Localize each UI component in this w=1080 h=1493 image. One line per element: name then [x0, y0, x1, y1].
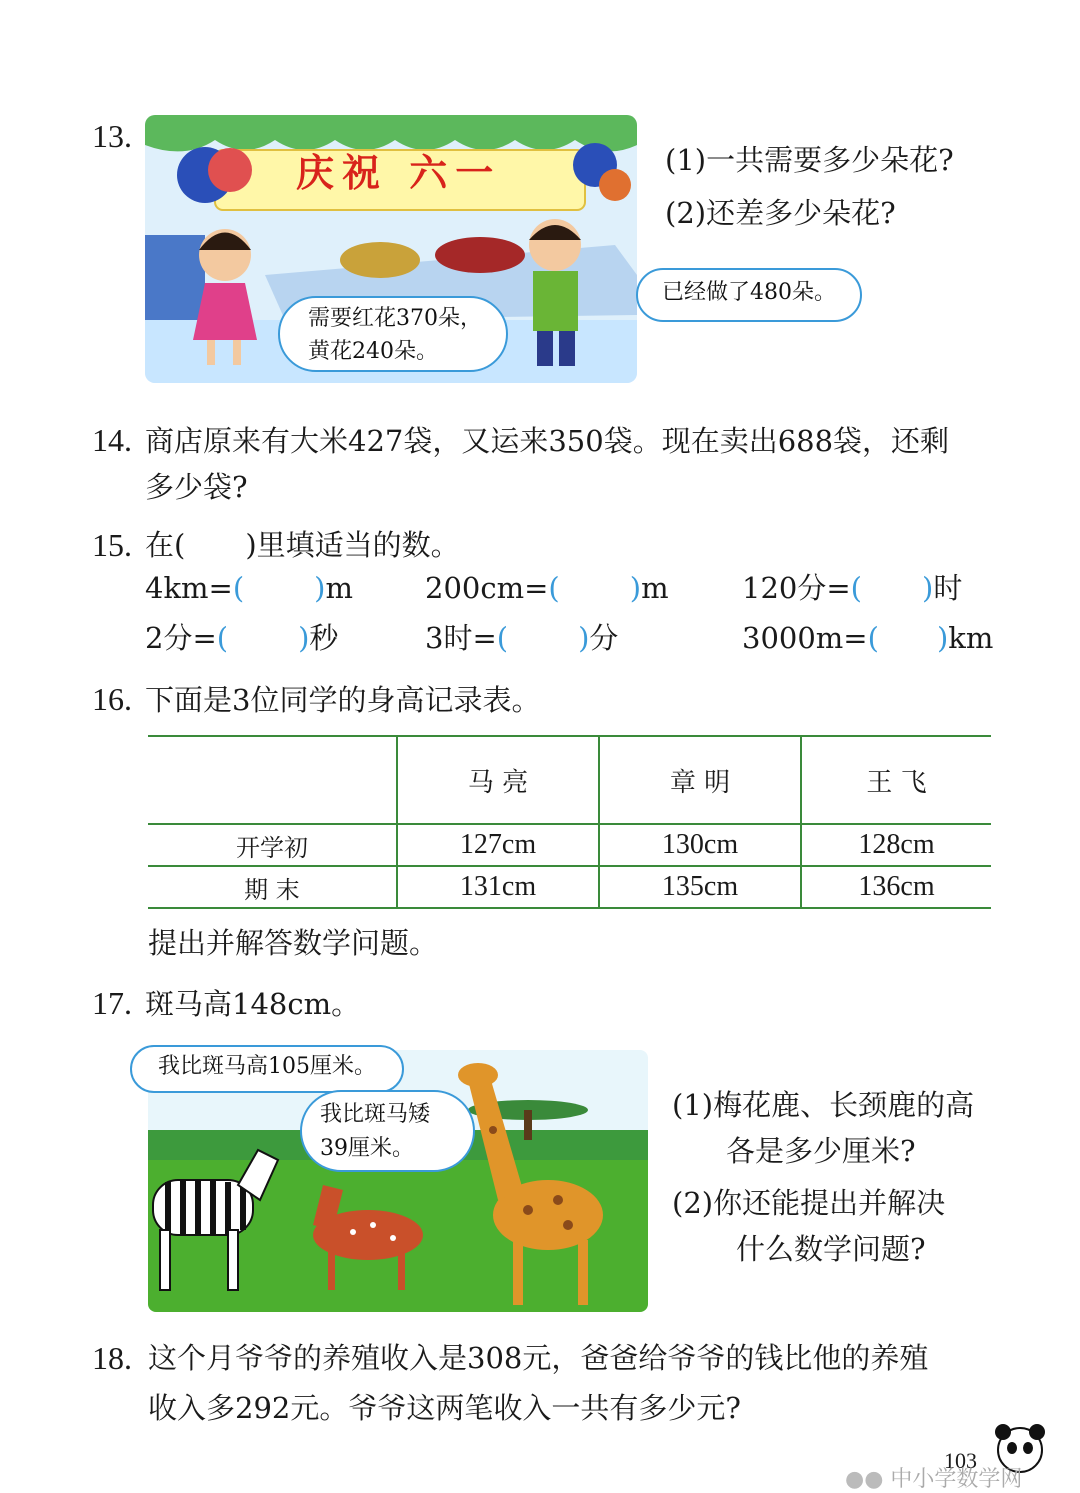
question-number: 18.: [92, 1340, 132, 1376]
deer-bubble-line1: 我比斑马矮: [320, 1102, 431, 1127]
table-cell: 136cm: [801, 866, 991, 908]
q14-line-1: 商店原来有大米427袋，又运来350袋。现在卖出688袋，还剩: [145, 424, 950, 458]
table-cell: 开学初: [236, 833, 308, 862]
item-unit: 时: [933, 571, 963, 605]
item-unit: 分: [589, 621, 619, 655]
q15-item-3: [742, 565, 962, 611]
q16-title: 下面是3位同学的身高记录表。: [145, 683, 541, 717]
q18-line-2: 收入多292元。爷爷这两笔收入一共有多少元?: [148, 1391, 741, 1425]
deer-bubble-line2: 39厘米。: [320, 1136, 414, 1161]
watermark: [845, 1462, 1022, 1493]
deer-speech-bubble: [300, 1090, 475, 1172]
height-record-table: [148, 735, 991, 909]
table-cell: 130cm: [599, 824, 801, 866]
q13-question-1: (1)一共需要多少朵花?: [665, 143, 954, 177]
answer-blank[interactable]: ( ): [232, 571, 326, 605]
q17-question-2-line2: 什么数学问题?: [736, 1232, 926, 1266]
table-cell: 131cm: [397, 866, 599, 908]
q15-item-6: [742, 615, 993, 661]
item-left: 4km=: [145, 571, 233, 605]
q17-question-2-line1: (2)你还能提出并解决: [672, 1186, 946, 1220]
q16-footer: 提出并解答数学问题。: [148, 926, 439, 960]
item-left: 3000m=: [742, 621, 868, 655]
table-header-cell: 马 亮: [397, 736, 599, 824]
girl-bubble-line1: 需要红花370朵，: [308, 306, 482, 331]
boy-speech-bubble: 已经做了480朵。: [636, 268, 862, 322]
question-number: 14.: [92, 422, 132, 458]
item-unit: 秒: [309, 621, 339, 655]
item-unit: m: [641, 571, 669, 605]
q17-question-1-line1: (1)梅花鹿、长颈鹿的高: [672, 1088, 975, 1122]
question-number: 16.: [92, 681, 132, 717]
item-unit: m: [325, 571, 353, 605]
item-left: 200cm=: [425, 571, 549, 605]
banner-text: 庆祝 六一: [296, 151, 502, 195]
table-row: [148, 866, 991, 908]
giraffe-speech-bubble: 我比斑马高105厘米。: [130, 1045, 404, 1093]
table-header-row: [148, 736, 991, 824]
item-unit: km: [948, 621, 994, 655]
q15-item-1: [145, 565, 353, 611]
table-cell: 135cm: [599, 866, 801, 908]
item-left: 120分=: [742, 571, 851, 605]
table-header-cell: [148, 736, 397, 824]
q15-item-5: [425, 615, 618, 661]
q15-instruction: [145, 522, 460, 568]
table-cell: 128cm: [801, 824, 991, 866]
q15-item-4: [145, 615, 338, 661]
wechat-icon: ●●: [845, 1467, 884, 1492]
answer-blank[interactable]: ( ): [216, 621, 310, 655]
question-number: 13.: [92, 118, 132, 154]
q17-title: 斑马高148cm。: [145, 987, 361, 1021]
question-number: 15.: [92, 527, 132, 563]
answer-blank[interactable]: ( ): [496, 621, 590, 655]
table-cell: 期 末: [244, 875, 300, 904]
table-header-cell: 王 飞: [801, 736, 991, 824]
instr-pre: 在(: [145, 528, 186, 562]
answer-blank[interactable]: ( ): [850, 571, 934, 605]
watermark-text: 中小学数学网: [890, 1467, 1023, 1492]
item-left: 3时=: [425, 621, 497, 655]
answer-blank[interactable]: ( ): [867, 621, 949, 655]
instr-post: )里填适当的数。: [245, 528, 460, 562]
q13-question-2: (2)还差多少朵花?: [665, 196, 896, 230]
q14-line-2: 多少袋?: [145, 470, 248, 504]
table-header-cell: 章 明: [599, 736, 801, 824]
table-row: [148, 824, 991, 866]
girl-speech-bubble: [278, 296, 508, 372]
question-number: 17.: [92, 985, 132, 1021]
q17-question-1-line2: 各是多少厘米?: [726, 1134, 916, 1168]
page-number: 103: [944, 1448, 977, 1473]
item-left: 2分=: [145, 621, 217, 655]
table-cell: 127cm: [397, 824, 599, 866]
girl-bubble-line2: 黄花240朵。: [308, 339, 438, 364]
q18-line-1: 这个月爷爷的养殖收入是308元，爸爸给爷爷的钱比他的养殖: [148, 1341, 929, 1375]
answer-blank[interactable]: ( ): [548, 571, 642, 605]
q15-item-2: [425, 565, 669, 611]
